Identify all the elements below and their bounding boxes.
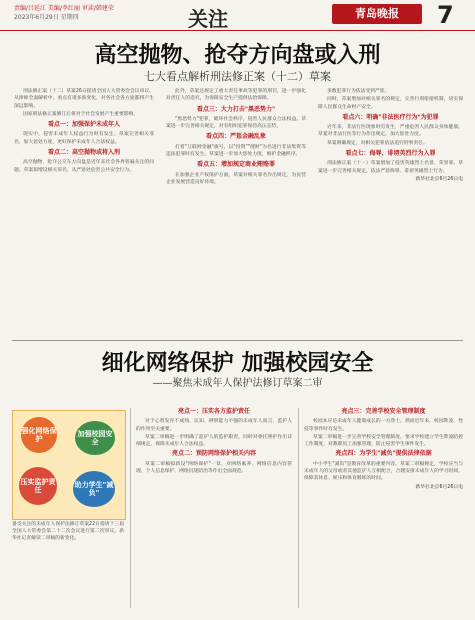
paragraph: 在加强企业产权保护方面，草案对相关罪名作出规定，为民营企业发展营造良好环境。 (166, 172, 306, 185)
paragraph: 刑法修正案（十二）草案26日提请全国人大常委会会议审议。从律师全面解析中，看点有诸多新变化，对各社会各方面都将产生深远影响。 (14, 89, 154, 109)
subhead: 看点二：高空抛物或将入刑 (47, 149, 120, 157)
subhead: 看点七：侮辱、诽谤英烈行为入罪 (345, 150, 436, 158)
illustration-label: 助力学生"减负" (73, 471, 115, 507)
paragraph: 草案二审稿进一步完善学校安全管理制度，要求学校建立学生欺凌防控工作制度，对教职员工加强管理，防止侵害学生事件发生。 (304, 434, 463, 448)
paragraph: 校园本应是未成年人健康成长的一方净土。然而近年来，校园欺凌、性侵等事件时有发生。 (304, 419, 463, 432)
section-divider (12, 340, 463, 341)
column-rule (298, 408, 299, 608)
illustration-label: 加强校园安全 (75, 421, 115, 455)
story2-illustration (12, 410, 126, 520)
paragraph: 近年来，非法行医现象时有发生，严重危害人民群众身体健康。草案对非法行医等行为作出规定，加大惩处力度。 (318, 125, 463, 138)
story1-column-2 (166, 88, 306, 187)
subhead: 亮点三：完善学校安全管理制度 (341, 408, 426, 415)
subhead: 看点一：加强保护未成年人 (47, 121, 120, 129)
paragraph: 高空抛物，抢夺公交车方向盘是近年来社会各界普遍关注的问题。草案拟增设相关罪名，从严惩处危害公共安全行为。 (14, 160, 154, 173)
paragraph: 草案二审稿进一步明确了监护人的监护职责，同时对委托照护作出详细规定，保障未成年人合法权益。 (136, 434, 292, 448)
paragraph: 国家刑法修正案修订后将对于社会发展产生重要影响。 (23, 111, 139, 117)
story2-column-1 (136, 406, 292, 476)
subhead: 看点四：严惩金融乱象 (205, 133, 266, 141)
paragraph: 打着"互联网金融"旗号，以"投资""理财"为名进行非法集资等违法犯罪时有发生。草案进一步加大惩处力度，维护金融秩序。 (166, 144, 306, 158)
illustration-caption: 备受关注的未成年人保护法修订草案22日提请十三届全国人大常委会第二十二次会议进行第二次审议。新华社记者解读二审稿的新变化。 (12, 522, 124, 542)
paragraph: 同时，草案增加对相关罪名的规定，完善行刑衔接机制，切实保障人民群众生命财产安全。 (318, 97, 463, 110)
paragraph: 现实中，侵害未成年人权益行为时有发生。草案完善相关罪名，加大惩处力度，更好保护未成年人合法权益。 (14, 132, 154, 145)
paragraph: 多数犯罪行为依法受到严惩。 (327, 89, 390, 94)
column-rule (130, 408, 131, 608)
date-line: 2023年6月29日 星期四 (14, 14, 79, 21)
illustration-label: 压实监护责任 (19, 467, 57, 505)
editors-line: 责编/吕延江 美编/李红丽 审读/韩建荣 (14, 5, 114, 12)
story1-column-3 (318, 88, 463, 183)
paragraph: 此外，草案还规定了重大责任事故等犯罪的刑罚，进一步强化对责任人的追究，为保障安全生产提供法治保障。 (166, 89, 306, 102)
subhead: 亮点一：压实各方监护责任 (177, 408, 250, 415)
subhead: 看点三：大力打击"黑恶势力" (196, 105, 276, 113)
newspaper-logo: 青岛晚报 (332, 4, 422, 24)
story1-subtitle: 七大看点解析刑法修正案（十二）草案 (144, 70, 331, 83)
paragraph: 对于心智发育不成熟、认知、辨别能力不强的未成年人而言，监护人的作用至关重要。 (136, 419, 292, 432)
story2-source: 新华社北京6月26日电 (415, 484, 463, 490)
paragraph: 草案二审稿拟新设"网络保护"一章，对网络素养、网络信息内容管理、个人信息保护、网络沉迷防治等作出全面规范。 (136, 461, 292, 475)
subhead: 亮点二：预防网络保护相关内容 (171, 450, 256, 458)
paragraph: 刑法修正案（十一）草案增加了侵害英雄烈士名誉、荣誉罪。草案进一步完善相关规定，依法严惩侮辱、诽谤英雄烈士行为。 (318, 161, 463, 174)
masthead-meta (14, 4, 114, 22)
subhead: 亮点四：为学生"减负"提供法律依据 (335, 450, 432, 458)
paragraph: 草案明确规定，对相关犯罪依法追究刑事责任。 (327, 140, 428, 146)
story1-headline: 高空抛物、抢夺方向盘或入刑 (94, 42, 381, 68)
story2-column-2 (304, 406, 463, 491)
story1-source: 新华社北京6月26日电 (415, 176, 463, 182)
page-number: 7 (437, 1, 454, 29)
illustration-label: 强化网络保护 (21, 417, 57, 453)
subhead: 看点六：明确"非法医疗行为"为犯罪 (342, 113, 439, 121)
paragraph: "黑恶势力"犯罪，破坏社会秩序，侵害人民群众合法权益。草案进一步完善相关规定，对有组织犯罪保持高压态势。 (166, 116, 306, 130)
story2-headline: 细化网络保护 加强校园安全 (101, 350, 374, 376)
subhead: 看点五：增加规定商业贿赂罪 (196, 161, 275, 169)
masthead (0, 0, 475, 31)
story2-subtitle: ——聚焦未成年人保护法修订草案二审 (152, 378, 323, 389)
story1-column-1 (14, 88, 154, 175)
section-title: 关注 (188, 7, 228, 31)
paragraph: 中小学生"减负"是教育改革的重要内容。草案二审稿规定，学校应当与未成年人的父母或者其他监护人互相配合，合理安排未成年人的学习时间，保障其休息、娱乐和体育锻炼的时间。 (304, 461, 463, 482)
